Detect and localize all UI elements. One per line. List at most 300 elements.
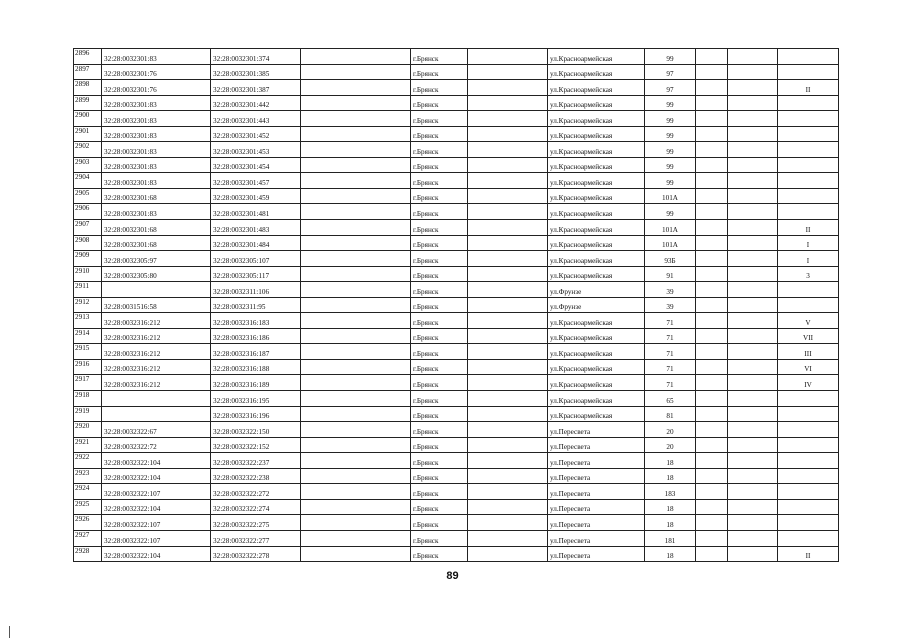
cell-street: ул.Пересвета [548,468,645,484]
cell-unit-number: II [778,80,839,96]
cell-blank-col-4 [728,80,778,96]
table-row [74,49,839,65]
cell-record-number: 2918 [74,391,102,407]
cell-cadastral-object: 32:28:0032322:238 [211,468,301,484]
scan-edge-mark [9,626,10,638]
cell-blank-col-4 [728,220,778,236]
cell-house-number: 99 [645,173,696,189]
cell-blank-col-1 [301,220,411,236]
cell-blank-col-1 [301,499,411,515]
cell-blank-col-4 [728,313,778,329]
cell-blank-col-3 [696,235,728,251]
cell-record-number: 2925 [74,499,102,515]
cell-blank-col-3 [696,328,728,344]
cell-blank-col-2 [468,251,548,267]
cell-blank-col-3 [696,220,728,236]
cell-blank-col-4 [728,188,778,204]
cell-cadastral-object: 32:28:0032311:106 [211,282,301,298]
cell-blank-col-2 [468,157,548,173]
cell-cadastral-object: 32:28:0032322:150 [211,422,301,438]
cell-cadastral-parcel: 32:28:0032322:104 [102,546,211,562]
cell-blank-col-1 [301,297,411,313]
cell-record-number: 2904 [74,173,102,189]
cell-blank-col-3 [696,282,728,298]
cell-cadastral-object: 32:28:0032305:107 [211,251,301,267]
cell-house-number: 99 [645,204,696,220]
cell-street: ул.Фрунзе [548,297,645,313]
cell-city: г.Брянск [411,235,468,251]
cell-cadastral-parcel: 32:28:0032316:212 [102,313,211,329]
cell-street: ул.Красноармейская [548,235,645,251]
cell-blank-col-2 [468,406,548,422]
cell-blank-col-4 [728,173,778,189]
table-row [74,546,839,562]
cell-street: ул.Красноармейская [548,328,645,344]
cell-cadastral-parcel: 32:28:0032322:104 [102,453,211,469]
cell-cadastral-parcel: 32:28:0032301:76 [102,64,211,80]
cell-street: ул.Красноармейская [548,49,645,65]
cell-blank-col-1 [301,80,411,96]
cell-unit-number: I [778,235,839,251]
cell-blank-col-2 [468,80,548,96]
cell-blank-col-3 [696,126,728,142]
cell-unit-number [778,49,839,65]
cell-blank-col-1 [301,359,411,375]
cell-record-number: 2913 [74,313,102,329]
cell-street: ул.Красноармейская [548,344,645,360]
cell-unit-number [778,468,839,484]
cell-cadastral-parcel: 32:28:0032301:68 [102,235,211,251]
table-row [74,95,839,111]
table-row [74,251,839,267]
cell-cadastral-parcel [102,391,211,407]
cell-record-number: 2920 [74,422,102,438]
cell-record-number: 2903 [74,157,102,173]
cell-unit-number [778,391,839,407]
cell-cadastral-object: 32:28:0032301:387 [211,80,301,96]
cell-blank-col-3 [696,251,728,267]
cell-house-number: 65 [645,391,696,407]
cell-cadastral-parcel: 32:28:0032322:104 [102,468,211,484]
cell-house-number: 97 [645,80,696,96]
cell-street: ул.Пересвета [548,530,645,546]
cell-cadastral-object: 32:28:0032322:272 [211,484,301,500]
table-row [74,422,839,438]
cell-record-number: 2924 [74,484,102,500]
cell-street: ул.Красноармейская [548,64,645,80]
cell-cadastral-object: 32:28:0032316:187 [211,344,301,360]
cell-blank-col-3 [696,297,728,313]
cell-street: ул.Красноармейская [548,220,645,236]
cell-city: г.Брянск [411,391,468,407]
cell-blank-col-4 [728,142,778,158]
cell-blank-col-4 [728,266,778,282]
cell-unit-number [778,515,839,531]
cell-house-number: 18 [645,546,696,562]
table-row [74,375,839,391]
cell-cadastral-parcel: 32:28:0032322:67 [102,422,211,438]
cell-blank-col-2 [468,391,548,407]
cell-blank-col-2 [468,126,548,142]
cell-house-number: 99 [645,157,696,173]
cell-unit-number [778,437,839,453]
cell-city: г.Брянск [411,64,468,80]
cell-street: ул.Красноармейская [548,251,645,267]
cell-unit-number: VII [778,328,839,344]
cell-cadastral-object: 32:28:0032311:95 [211,297,301,313]
cell-house-number: 99 [645,95,696,111]
cell-cadastral-parcel: 32:28:0032301:83 [102,142,211,158]
cell-house-number: 91 [645,266,696,282]
cell-blank-col-1 [301,468,411,484]
cell-unit-number [778,282,839,298]
cell-street: ул.Красноармейская [548,359,645,375]
cell-blank-col-2 [468,64,548,80]
cell-blank-col-2 [468,297,548,313]
cell-blank-col-3 [696,453,728,469]
cell-record-number: 2916 [74,359,102,375]
cell-cadastral-object: 32:28:0032301:443 [211,111,301,127]
cell-cadastral-object: 32:28:0032301:442 [211,95,301,111]
cell-blank-col-1 [301,344,411,360]
cell-blank-col-1 [301,95,411,111]
cell-blank-col-3 [696,142,728,158]
cell-street: ул.Красноармейская [548,266,645,282]
cell-city: г.Брянск [411,49,468,65]
cell-blank-col-2 [468,313,548,329]
cell-cadastral-object: 32:28:0032316:183 [211,313,301,329]
cell-cadastral-object: 32:28:0032322:277 [211,530,301,546]
cell-blank-col-1 [301,282,411,298]
table-row [74,484,839,500]
cell-house-number: 101А [645,235,696,251]
cell-cadastral-parcel [102,406,211,422]
table-row [74,64,839,80]
cell-blank-col-4 [728,359,778,375]
cell-blank-col-4 [728,375,778,391]
cell-blank-col-1 [301,173,411,189]
cell-cadastral-object: 32:28:0032301:459 [211,188,301,204]
table-row [74,328,839,344]
cell-unit-number [778,484,839,500]
cell-blank-col-3 [696,64,728,80]
cell-blank-col-4 [728,530,778,546]
cell-street: ул.Красноармейская [548,406,645,422]
cell-unit-number [778,126,839,142]
cell-blank-col-3 [696,204,728,220]
cell-cadastral-parcel: 32:28:0032322:107 [102,530,211,546]
cell-city: г.Брянск [411,422,468,438]
cell-city: г.Брянск [411,406,468,422]
cell-blank-col-4 [728,515,778,531]
cell-house-number: 93Б [645,251,696,267]
table-row [74,499,839,515]
cell-blank-col-4 [728,437,778,453]
cell-blank-col-1 [301,251,411,267]
cell-blank-col-3 [696,266,728,282]
cell-cadastral-object: 32:28:0032301:453 [211,142,301,158]
cell-cadastral-object: 32:28:0032322:237 [211,453,301,469]
cell-record-number: 2928 [74,546,102,562]
cell-blank-col-1 [301,126,411,142]
cell-unit-number [778,204,839,220]
table-row [74,173,839,189]
cell-unit-number: V [778,313,839,329]
cell-house-number: 183 [645,484,696,500]
cell-blank-col-2 [468,359,548,375]
cell-street: ул.Пересвета [548,422,645,438]
cell-record-number: 2899 [74,95,102,111]
cell-cadastral-parcel: 32:28:0031516:58 [102,297,211,313]
cell-blank-col-1 [301,530,411,546]
cell-unit-number [778,453,839,469]
cell-house-number: 18 [645,499,696,515]
table-row [74,344,839,360]
cell-blank-col-1 [301,391,411,407]
cell-blank-col-4 [728,328,778,344]
cell-unit-number [778,297,839,313]
cell-blank-col-1 [301,437,411,453]
cell-blank-col-2 [468,204,548,220]
cell-city: г.Брянск [411,266,468,282]
cell-blank-col-2 [468,95,548,111]
cell-blank-col-4 [728,126,778,142]
registry-table [73,48,839,562]
cell-house-number: 18 [645,515,696,531]
cell-blank-col-3 [696,173,728,189]
cell-cadastral-parcel: 32:28:0032305:97 [102,251,211,267]
cell-house-number: 18 [645,453,696,469]
cell-cadastral-parcel: 32:28:0032322:72 [102,437,211,453]
cell-cadastral-parcel: 32:28:0032301:83 [102,111,211,127]
cell-blank-col-3 [696,80,728,96]
cell-house-number: 99 [645,111,696,127]
cell-record-number: 2911 [74,282,102,298]
cell-blank-col-3 [696,49,728,65]
cell-cadastral-object: 32:28:0032316:186 [211,328,301,344]
cell-city: г.Брянск [411,328,468,344]
table-row [74,235,839,251]
cell-house-number: 39 [645,282,696,298]
cell-unit-number [778,157,839,173]
cell-record-number: 2898 [74,80,102,96]
cell-cadastral-object: 32:28:0032301:483 [211,220,301,236]
cell-blank-col-3 [696,359,728,375]
cell-blank-col-3 [696,437,728,453]
cell-blank-col-3 [696,422,728,438]
cell-house-number: 39 [645,297,696,313]
cell-unit-number: 3 [778,266,839,282]
cell-cadastral-parcel: 32:28:0032301:83 [102,95,211,111]
cell-street: ул.Красноармейская [548,375,645,391]
table-row [74,297,839,313]
cell-cadastral-parcel [102,282,211,298]
cell-blank-col-1 [301,204,411,220]
cell-city: г.Брянск [411,437,468,453]
cell-city: г.Брянск [411,468,468,484]
cell-cadastral-parcel: 32:28:0032316:212 [102,359,211,375]
cell-house-number: 101А [645,188,696,204]
table-row [74,204,839,220]
cell-blank-col-2 [468,515,548,531]
cell-cadastral-object: 32:28:0032316:195 [211,391,301,407]
cell-blank-col-1 [301,49,411,65]
cell-blank-col-2 [468,453,548,469]
cell-cadastral-object: 32:28:0032316:196 [211,406,301,422]
cell-unit-number [778,188,839,204]
cell-record-number: 2926 [74,515,102,531]
cell-blank-col-1 [301,406,411,422]
cell-blank-col-2 [468,188,548,204]
cell-blank-col-3 [696,499,728,515]
cell-record-number: 2921 [74,437,102,453]
cell-street: ул.Красноармейская [548,111,645,127]
cell-cadastral-parcel: 32:28:0032322:107 [102,515,211,531]
cell-record-number: 2919 [74,406,102,422]
cell-street: ул.Красноармейская [548,173,645,189]
cell-blank-col-2 [468,173,548,189]
cell-house-number: 99 [645,126,696,142]
cell-cadastral-parcel: 32:28:0032301:68 [102,220,211,236]
cell-cadastral-object: 32:28:0032322:275 [211,515,301,531]
cell-blank-col-1 [301,142,411,158]
cell-house-number: 20 [645,437,696,453]
cell-blank-col-1 [301,546,411,562]
cell-city: г.Брянск [411,111,468,127]
cell-unit-number: IV [778,375,839,391]
cell-unit-number [778,173,839,189]
cell-blank-col-1 [301,328,411,344]
cell-unit-number: VI [778,359,839,375]
table-row [74,359,839,375]
cell-blank-col-3 [696,95,728,111]
table-row [74,157,839,173]
cell-blank-col-2 [468,235,548,251]
cell-record-number: 2915 [74,344,102,360]
cell-blank-col-2 [468,220,548,236]
cell-city: г.Брянск [411,173,468,189]
cell-street: ул.Фрунзе [548,282,645,298]
cell-record-number: 2908 [74,235,102,251]
cell-cadastral-object: 32:28:0032301:457 [211,173,301,189]
cell-street: ул.Красноармейская [548,95,645,111]
cell-blank-col-4 [728,111,778,127]
cell-cadastral-object: 32:28:0032301:374 [211,49,301,65]
cell-record-number: 2922 [74,453,102,469]
cell-blank-col-2 [468,499,548,515]
cell-city: г.Брянск [411,80,468,96]
cell-city: г.Брянск [411,188,468,204]
cell-street: ул.Пересвета [548,515,645,531]
cell-city: г.Брянск [411,157,468,173]
cell-cadastral-parcel: 32:28:0032301:83 [102,126,211,142]
cell-cadastral-object: 32:28:0032316:189 [211,375,301,391]
cell-house-number: 81 [645,406,696,422]
cell-blank-col-4 [728,204,778,220]
cell-blank-col-3 [696,111,728,127]
cell-house-number: 20 [645,422,696,438]
cell-record-number: 2900 [74,111,102,127]
cell-blank-col-4 [728,282,778,298]
table-row [74,111,839,127]
cell-street: ул.Пересвета [548,546,645,562]
cell-blank-col-2 [468,344,548,360]
cell-street: ул.Красноармейская [548,188,645,204]
cell-blank-col-2 [468,437,548,453]
cell-street: ул.Красноармейская [548,142,645,158]
cell-blank-col-4 [728,546,778,562]
table-row [74,282,839,298]
table-row [74,468,839,484]
page-number: 89 [446,570,459,582]
cell-blank-col-4 [728,235,778,251]
cell-city: г.Брянск [411,515,468,531]
cell-city: г.Брянск [411,484,468,500]
cell-city: г.Брянск [411,344,468,360]
cell-blank-col-3 [696,313,728,329]
cell-city: г.Брянск [411,499,468,515]
cell-record-number: 2927 [74,530,102,546]
table-row [74,142,839,158]
cell-cadastral-parcel: 32:28:0032301:68 [102,188,211,204]
cell-city: г.Брянск [411,95,468,111]
cell-city: г.Брянск [411,546,468,562]
table-row [74,220,839,236]
table-row [74,266,839,282]
cell-unit-number [778,499,839,515]
cell-city: г.Брянск [411,282,468,298]
cell-blank-col-3 [696,391,728,407]
cell-blank-col-2 [468,530,548,546]
cell-record-number: 2917 [74,375,102,391]
table-row [74,126,839,142]
cell-blank-col-3 [696,530,728,546]
cell-blank-col-4 [728,484,778,500]
cell-blank-col-1 [301,157,411,173]
cell-street: ул.Красноармейская [548,80,645,96]
cell-house-number: 101А [645,220,696,236]
cell-street: ул.Красноармейская [548,204,645,220]
cell-blank-col-4 [728,297,778,313]
cell-house-number: 97 [645,64,696,80]
cell-unit-number [778,530,839,546]
cell-blank-col-4 [728,391,778,407]
cell-unit-number [778,142,839,158]
cell-house-number: 71 [645,359,696,375]
cell-blank-col-3 [696,375,728,391]
cell-blank-col-1 [301,188,411,204]
cell-city: г.Брянск [411,297,468,313]
cell-city: г.Брянск [411,530,468,546]
cell-unit-number [778,64,839,80]
cell-unit-number: III [778,344,839,360]
cell-blank-col-2 [468,49,548,65]
cell-blank-col-3 [696,546,728,562]
cell-blank-col-4 [728,251,778,267]
cell-blank-col-1 [301,266,411,282]
cell-record-number: 2907 [74,220,102,236]
cell-blank-col-1 [301,111,411,127]
table-row [74,406,839,422]
cell-house-number: 71 [645,313,696,329]
cell-city: г.Брянск [411,204,468,220]
cell-cadastral-parcel: 32:28:0032301:83 [102,173,211,189]
cell-blank-col-2 [468,375,548,391]
table-row [74,391,839,407]
cell-record-number: 2914 [74,328,102,344]
cell-blank-col-2 [468,282,548,298]
cell-cadastral-parcel: 32:28:0032301:76 [102,80,211,96]
